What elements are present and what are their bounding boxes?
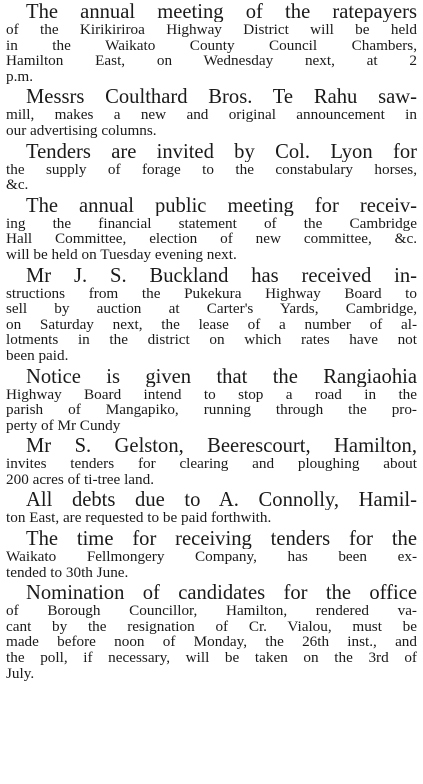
notice-line: of Borough Councillor, Hamilton, rendered va- [6,603,417,619]
notice-debts [6,490,417,526]
notice-line: our advertising columns. [6,122,157,139]
notice-nomination [6,583,417,681]
notice-line: invites tenders for clearing and ploughing about [6,456,417,472]
notice-line: the supply of forage to the constabulary horses, [6,161,417,178]
notice-sawmill [6,87,417,138]
notice-line: on Saturday next, the lease of a number of al- [6,316,417,333]
notice-line: sell by auction at Carter's Yards, Cambridge, [6,301,417,317]
notice-line: Nomination of candidates for the office [26,583,417,604]
notice-line: p.m. [6,68,34,85]
notice-line: tended to 30th June. [6,564,129,581]
notice-line: Mr S. Gelston, Beerescourt, Hamilton, [26,436,417,457]
notice-line: the poll, if necessary, will be taken on the 3rd of [6,650,417,666]
notice-ratepayers-meeting [6,2,417,84]
notice-line: parish of Mangapiko, running through the pro- [6,402,417,418]
notice-forage-tenders [6,142,417,193]
notice-line: The annual meeting of the ratepayers [26,2,417,22]
notice-line: cant by the resignation of Cr. Vialou, must be [6,618,417,635]
notice-line: ing the financial statement of the Cambridge [6,215,417,232]
notice-line: &c. [6,177,29,193]
notice-line: The annual public meeting for receiv- [26,195,417,216]
notice-line: Hamilton East, on Wednesday next, at 2 [6,53,417,69]
notice-line: Tenders are invited by Col. Lyon for [26,141,417,162]
notice-line: structions from the Pukekura Highway Board to [6,285,417,302]
notice-line: Notice is given that the Rangiaohia [26,366,417,387]
notice-line: Mr J. S. Buckland has received in- [26,265,417,286]
notice-hall-meeting [6,196,417,263]
notice-auction [6,266,417,364]
notice-line: Highway Board intend to stop a road in the [6,386,417,403]
notice-line: The time for receiving tenders for the [26,529,417,550]
notice-line: of the Kirikiriroa Highway District will be held [6,22,417,38]
notice-line: July. [6,665,35,682]
notice-line: ton East, are requested to be paid forthwith. [6,510,272,527]
notice-line: lotments in the district on which rates have not [6,332,417,348]
notice-clearing-tenders [6,436,417,487]
notice-road-closure [6,367,417,434]
notice-fellmongery [6,529,417,580]
notice-line: Hall Committee, election of new committee, &c. [6,231,417,247]
notice-line: in the Waikato County Council Chambers, [6,37,417,54]
notice-line: 200 acres of ti-tree land. [6,471,155,488]
notice-line: made before noon of Monday, the 26th inst., and [6,634,417,651]
notice-line: been paid. [6,347,69,364]
notice-line: will be held on Tuesday evening next. [6,246,237,263]
notice-line: Messrs Coulthard Bros. Te Rahu saw- [26,87,417,108]
notice-line: Waikato Fellmongery Company, has been ex- [6,549,417,565]
notice-line: perty of Mr Cundy [6,417,121,434]
notice-line: mill, makes a new and original announcement in [6,107,417,123]
notice-line: All debts due to A. Connolly, Hamil- [26,490,417,511]
